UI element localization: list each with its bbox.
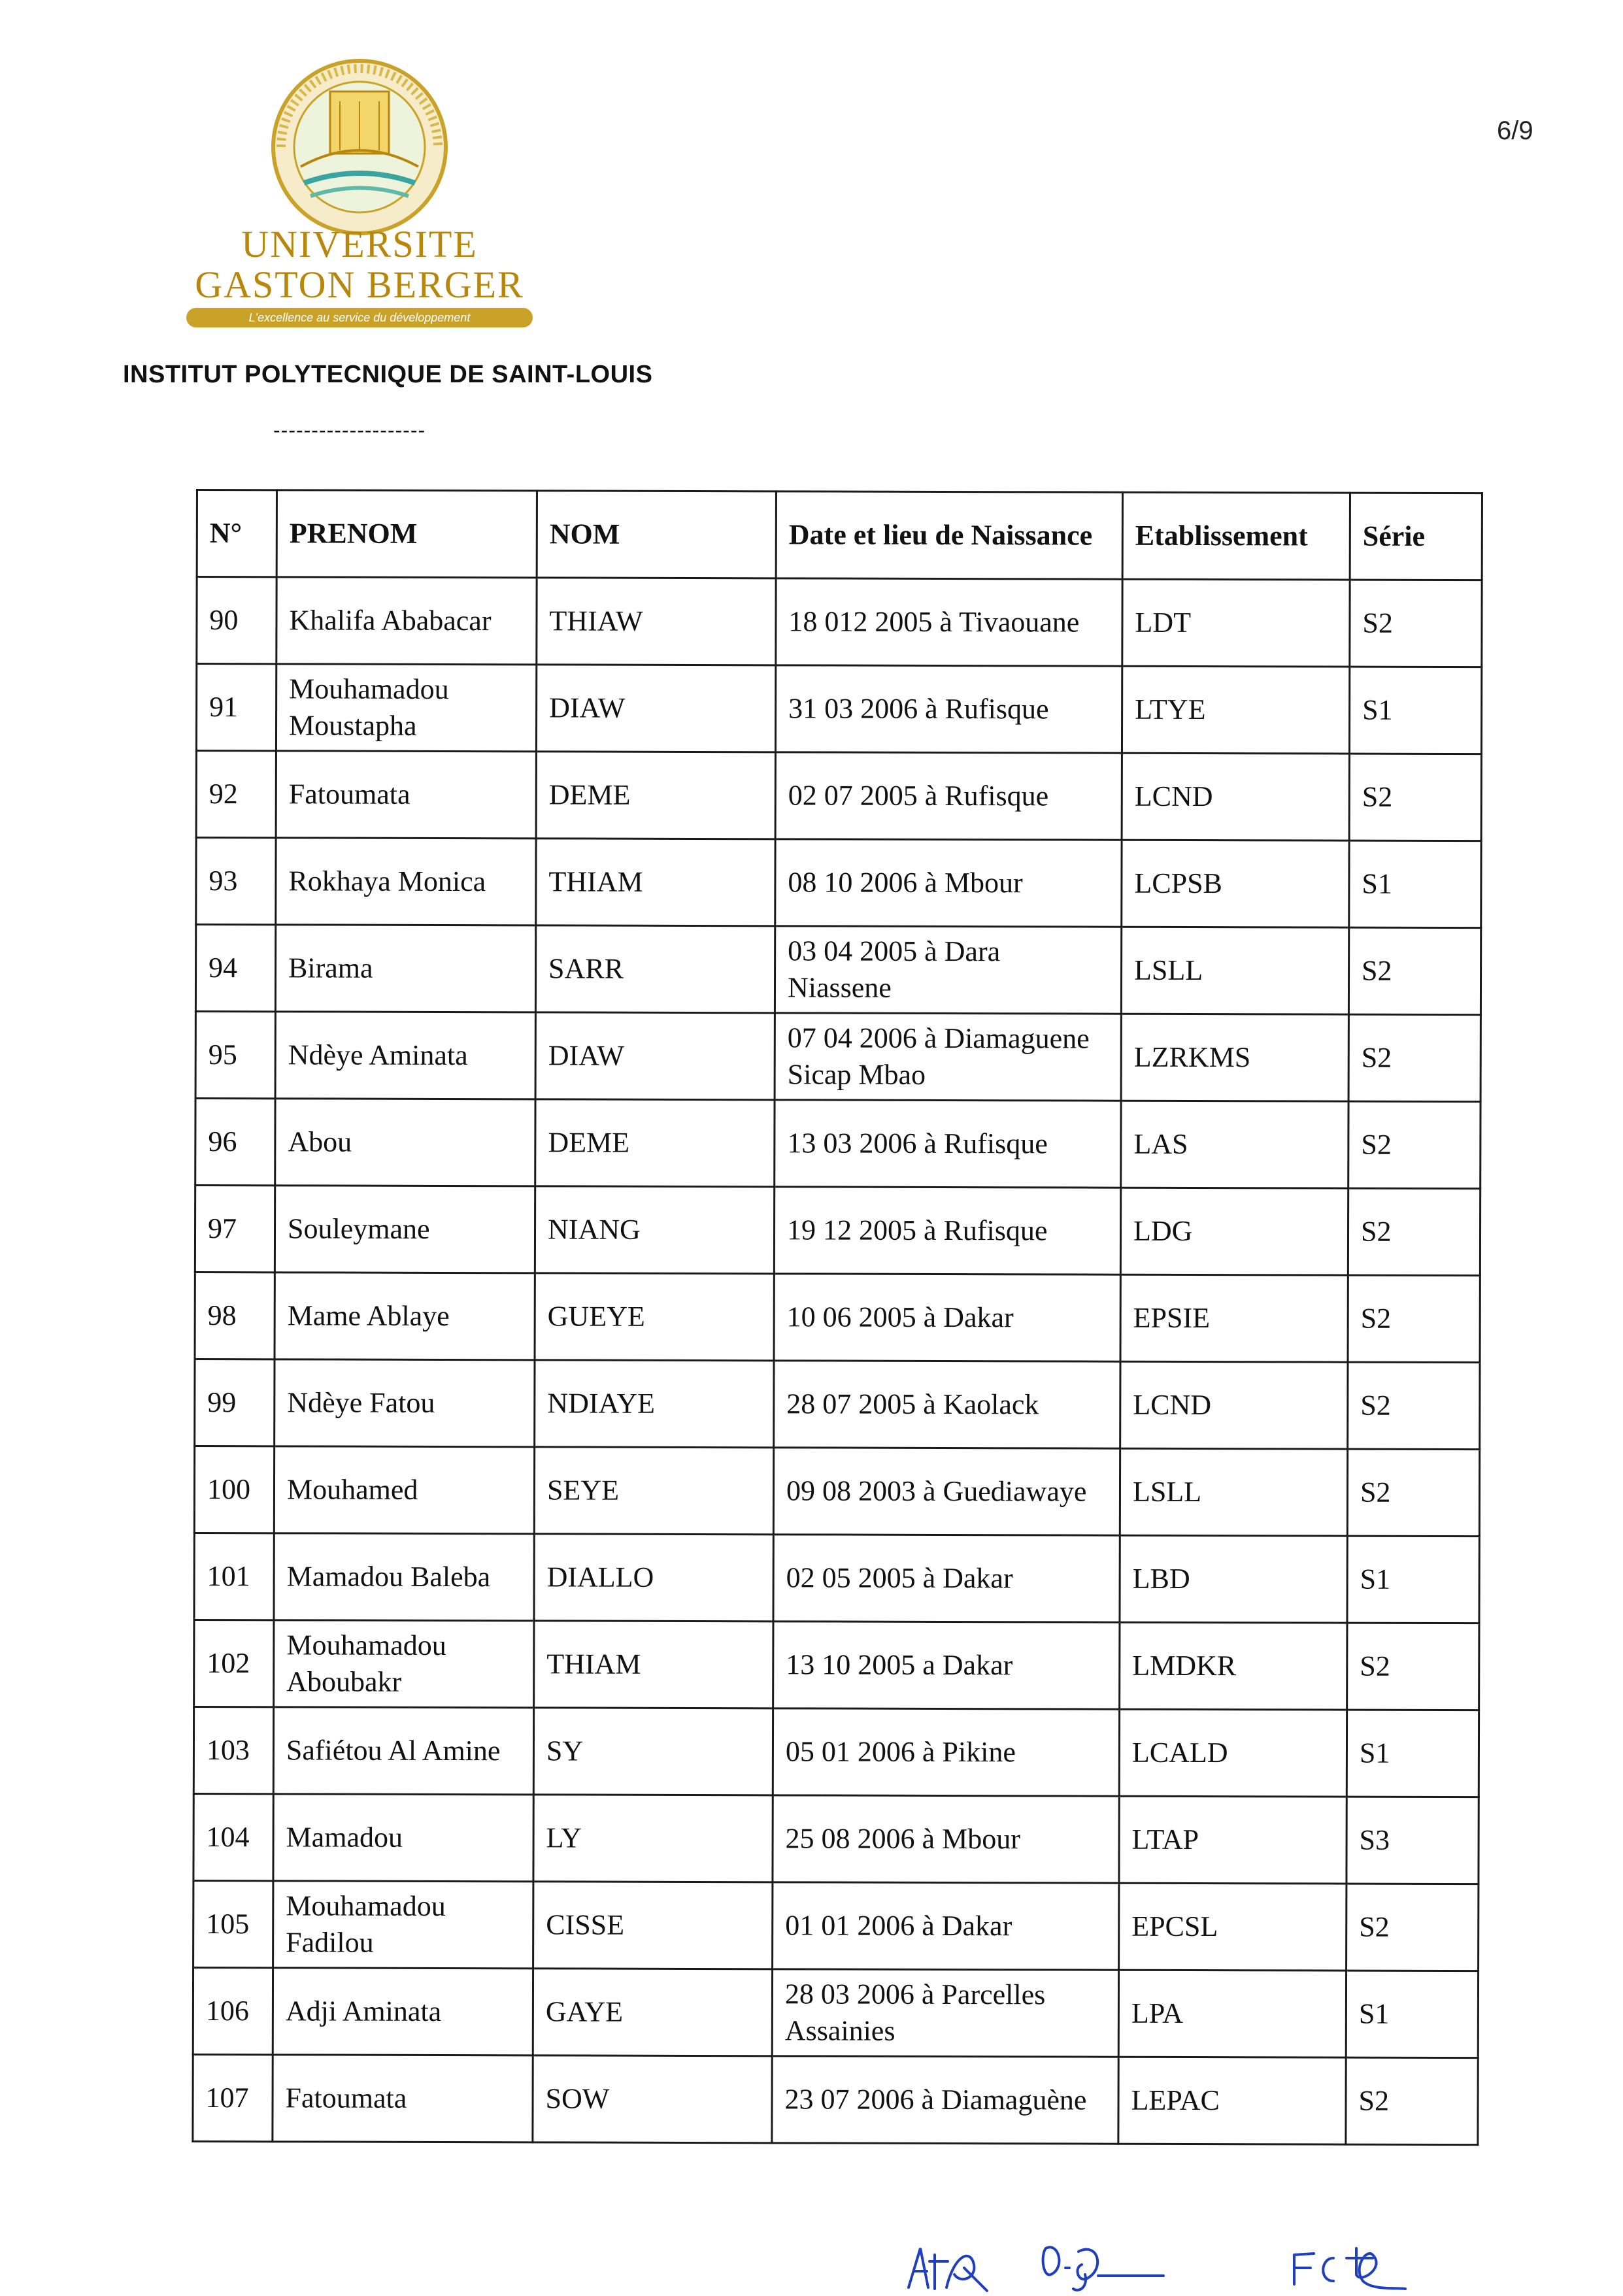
cell-prenom: Fatoumata (273, 2055, 533, 2142)
cell-date-lieu: 18 012 2005 à Tivaouane (776, 578, 1122, 666)
cell-num: 94 (195, 925, 275, 1012)
cell-serie: S2 (1348, 927, 1481, 1015)
header-num: N° (197, 490, 276, 577)
cell-serie: S1 (1347, 1710, 1479, 1797)
cell-serie: S2 (1347, 1449, 1479, 1537)
cell-nom: SARR (535, 925, 775, 1013)
cell-etablissement: EPCSL (1119, 1883, 1347, 1971)
cell-prenom: Ndèye Aminata (275, 1012, 535, 1099)
signatures (902, 2229, 1490, 2293)
cell-nom: NDIAYE (535, 1360, 774, 1448)
cell-serie: S2 (1349, 754, 1481, 841)
cell-serie: S1 (1347, 1536, 1479, 1623)
cell-etablissement: LDT (1122, 579, 1350, 667)
cell-nom: CISSE (533, 1882, 773, 1969)
table-row (195, 1186, 1480, 1276)
table-row (194, 1620, 1479, 1710)
cell-num: 90 (197, 577, 276, 664)
cell-num: 96 (195, 1099, 275, 1186)
cell-nom: DIAW (536, 665, 775, 752)
cell-nom: DEME (536, 752, 775, 839)
cell-etablissement: EPSIE (1120, 1274, 1348, 1362)
cell-date-lieu: 10 06 2005 à Dakar (774, 1274, 1120, 1361)
table-header-row (197, 490, 1482, 580)
cell-num: 103 (193, 1706, 273, 1793)
cell-nom: THIAW (537, 578, 776, 665)
cell-serie: S1 (1349, 840, 1481, 928)
cell-date-lieu: 13 03 2006 à Rufisque (775, 1100, 1121, 1188)
cell-prenom: Rokhaya Monica (276, 838, 536, 925)
cell-date-lieu: 28 03 2006 à Parcelles Assainies (772, 1969, 1118, 2057)
table-row (195, 1012, 1481, 1102)
cell-date-lieu: 02 05 2005 à Dakar (773, 1535, 1120, 1622)
cell-nom: GUEYE (535, 1273, 774, 1361)
cell-etablissement: LMDKR (1120, 1622, 1347, 1710)
cell-serie: S2 (1348, 1275, 1480, 1363)
table-row (196, 664, 1481, 754)
cell-date-lieu: 25 08 2006 à Mbour (773, 1795, 1119, 1883)
cell-serie: S2 (1346, 2057, 1478, 2145)
table-row (195, 1099, 1481, 1189)
cell-etablissement: LSLL (1121, 927, 1348, 1014)
cell-date-lieu: 09 08 2003 à Guediawaye (773, 1448, 1120, 1535)
page-number: 6/9 (1497, 116, 1533, 145)
institute-title: INSTITUT POLYTECNIQUE DE SAINT-LOUIS (123, 361, 653, 388)
cell-serie: S1 (1346, 1971, 1478, 2058)
cell-prenom: Mouhamadou Moustapha (276, 664, 536, 752)
cell-prenom: Abou (275, 1099, 535, 1186)
cell-serie: S2 (1347, 1884, 1479, 1971)
cell-prenom: Mouhamadou Fadilou (273, 1881, 533, 1969)
cell-num: 100 (194, 1446, 274, 1533)
cell-date-lieu: 01 01 2006 à Dakar (773, 1882, 1119, 1970)
cell-date-lieu: 23 07 2006 à Diamaguène (772, 2056, 1118, 2144)
table-row (194, 1533, 1479, 1623)
header-etablissement: Etablissement (1122, 492, 1350, 580)
cell-serie: S3 (1347, 1797, 1479, 1884)
cell-prenom: Birama (275, 925, 535, 1012)
table-row (193, 1706, 1479, 1797)
cell-etablissement: LTAP (1119, 1796, 1347, 1884)
cell-serie: S2 (1348, 1101, 1481, 1189)
cell-prenom: Fatoumata (276, 751, 536, 839)
cell-serie: S2 (1347, 1623, 1479, 1710)
cell-num: 102 (194, 1620, 274, 1706)
table-row (195, 1359, 1480, 1449)
university-name-line2: GASTON BERGER (195, 263, 524, 306)
cell-num: 93 (196, 838, 276, 925)
table-body (193, 577, 1482, 2145)
table-row (197, 577, 1482, 667)
cell-date-lieu: 28 07 2005 à Kaolack (774, 1361, 1120, 1448)
cell-etablissement: LPA (1118, 1970, 1346, 2057)
university-name-line1: UNIVERSITE (241, 223, 478, 265)
cell-nom: GAYE (533, 1969, 772, 2056)
cell-prenom: Khalifa Ababacar (276, 577, 537, 665)
cell-nom: DIALLO (534, 1534, 773, 1622)
cell-nom: SEYE (534, 1447, 773, 1535)
cell-num: 104 (193, 1793, 273, 1880)
cell-etablissement: LCPSB (1122, 840, 1349, 927)
cell-num: 91 (196, 664, 276, 751)
cell-num: 97 (195, 1186, 275, 1273)
table-row (193, 2054, 1478, 2144)
cell-prenom: Souleymane (275, 1186, 535, 1273)
cell-date-lieu: 19 12 2005 à Rufisque (774, 1187, 1120, 1274)
cell-num: 107 (193, 2054, 273, 2141)
cell-date-lieu: 13 10 2005 a Dakar (773, 1622, 1120, 1709)
cell-prenom: Safiétou Al Amine (273, 1707, 533, 1795)
cell-num: 101 (194, 1533, 274, 1620)
table-row (193, 1793, 1479, 1884)
table-row (195, 925, 1481, 1015)
title-separator: -------------------- (273, 418, 426, 442)
cell-num: 95 (195, 1012, 275, 1099)
cell-date-lieu: 31 03 2006 à Rufisque (775, 665, 1122, 753)
cell-date-lieu: 07 04 2006 à Diamaguene Sicap Mbao (775, 1013, 1121, 1101)
cell-etablissement: LTYE (1122, 666, 1349, 754)
table-row (195, 1272, 1480, 1362)
cell-serie: S2 (1348, 1362, 1480, 1450)
university-seal-icon (268, 56, 451, 239)
cell-date-lieu: 08 10 2006 à Mbour (775, 839, 1122, 927)
header-prenom: PRENOM (276, 490, 537, 578)
cell-etablissement: LEPAC (1118, 2057, 1346, 2144)
cell-etablissement: LZRKMS (1121, 1014, 1348, 1101)
header-date-lieu: Date et lieu de Naissance (776, 491, 1122, 579)
cell-nom: THIAM (536, 839, 775, 926)
cell-etablissement: LAS (1121, 1101, 1348, 1188)
cell-date-lieu: 02 07 2005 à Rufisque (775, 752, 1122, 840)
cell-num: 92 (196, 751, 276, 838)
university-slogan: L'excellence au service du développement (186, 308, 533, 327)
cell-num: 106 (193, 1967, 273, 2054)
cell-prenom: Adji Aminata (273, 1968, 533, 2055)
header-nom: NOM (537, 491, 776, 578)
table-row (196, 838, 1481, 928)
cell-num: 98 (195, 1272, 275, 1359)
cell-serie: S2 (1348, 1188, 1480, 1276)
cell-prenom: Mame Ablaye (275, 1273, 535, 1360)
cell-prenom: Mouhamadou Aboubakr (274, 1620, 534, 1708)
cell-nom: LY (533, 1795, 773, 1882)
cell-nom: THIAM (534, 1621, 773, 1708)
cell-date-lieu: 03 04 2005 à Dara Niassene (775, 926, 1121, 1014)
cell-etablissement: LSLL (1120, 1448, 1347, 1536)
cell-etablissement: LBD (1120, 1535, 1347, 1623)
cell-prenom: Mamadou Baleba (274, 1533, 534, 1621)
cell-serie: S1 (1349, 667, 1481, 754)
table-row (196, 751, 1481, 841)
cell-prenom: Mouhamed (274, 1446, 534, 1534)
cell-num: 99 (195, 1359, 275, 1446)
students-table (192, 489, 1483, 2146)
cell-etablissement: LDG (1120, 1188, 1348, 1275)
cell-serie: S2 (1350, 580, 1482, 667)
table-row (193, 1967, 1478, 2057)
cell-date-lieu: 05 01 2006 à Pikine (773, 1708, 1119, 1796)
table-row (194, 1446, 1479, 1536)
university-logo (176, 56, 543, 343)
cell-serie: S2 (1348, 1014, 1481, 1102)
cell-nom: DEME (535, 1099, 775, 1187)
cell-prenom: Ndèye Fatou (275, 1359, 535, 1447)
cell-nom: DIAW (535, 1012, 775, 1100)
cell-nom: SY (533, 1708, 773, 1795)
cell-etablissement: LCALD (1119, 1709, 1347, 1797)
table-row (193, 1880, 1479, 1971)
cell-etablissement: LCND (1122, 753, 1349, 840)
cell-nom: SOW (533, 2055, 772, 2143)
cell-prenom: Mamadou (273, 1794, 533, 1882)
cell-etablissement: LCND (1120, 1361, 1348, 1449)
header-serie: Série (1350, 493, 1482, 580)
cell-num: 105 (193, 1880, 273, 1967)
cell-nom: NIANG (535, 1186, 774, 1274)
